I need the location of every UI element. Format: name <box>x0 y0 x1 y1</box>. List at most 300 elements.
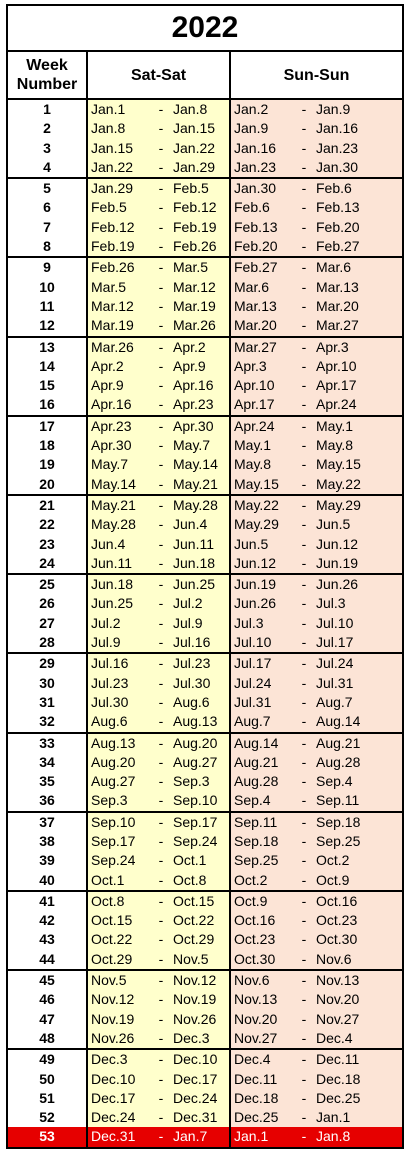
sun-sun-range-end: Oct.30 <box>316 931 358 948</box>
range-dash: - <box>301 614 307 631</box>
sat-sat-range-end: Jul.30 <box>173 674 211 691</box>
sat-sat-range-end: Feb.26 <box>173 238 217 255</box>
week-number-cell: 19 <box>8 455 88 474</box>
sun-sun-range-start: Jan.1 <box>234 1128 269 1145</box>
range-dash: - <box>301 1109 307 1126</box>
range-dash: - <box>301 753 307 770</box>
sat-sat-range-start: Jan.15 <box>91 139 134 156</box>
week-number-cell: 28 <box>8 633 88 652</box>
week-number-cell: 5 <box>8 179 88 198</box>
sat-sat-range-end: Jun.18 <box>173 554 216 571</box>
sat-sat-range-end: Dec.24 <box>173 1089 218 1106</box>
week-number-cell: 14 <box>8 357 88 376</box>
table-row <box>8 198 402 217</box>
sat-sat-range-cell <box>88 278 231 297</box>
sat-sat-range-end: May.28 <box>173 496 218 513</box>
sun-sun-range-cell <box>231 237 402 256</box>
sat-sat-range-cell <box>88 475 231 494</box>
week-number-cell: 30 <box>8 674 88 693</box>
range-dash: - <box>301 180 307 197</box>
week-number-cell: 3 <box>8 139 88 158</box>
range-dash: - <box>301 120 307 137</box>
sat-sat-range-start: Dec.17 <box>91 1089 136 1106</box>
sun-sun-range-start: Jan.9 <box>234 120 269 137</box>
range-dash: - <box>301 218 307 235</box>
table-row <box>8 496 402 515</box>
week-number-cell: 15 <box>8 376 88 395</box>
sat-sat-range-cell <box>88 515 231 534</box>
table-row <box>8 436 402 455</box>
sun-sun-range-end: Jan.1 <box>316 1109 351 1126</box>
sat-sat-range-cell <box>88 851 231 870</box>
week-number-cell: 53 <box>8 1127 88 1146</box>
table-row <box>8 258 402 277</box>
sun-sun-range-cell <box>231 950 402 969</box>
range-dash: - <box>301 396 307 413</box>
range-dash: - <box>158 991 164 1008</box>
table-row <box>8 971 402 990</box>
week-number-cell: 12 <box>8 316 88 335</box>
table-row <box>8 1070 402 1089</box>
sat-sat-range-start: Jun.11 <box>91 554 132 571</box>
range-dash: - <box>158 1109 164 1126</box>
sat-sat-range-cell <box>88 930 231 949</box>
table-row <box>8 297 402 316</box>
sun-sun-range-start: Nov.6 <box>234 972 270 989</box>
sat-sat-range-start: May.21 <box>91 496 136 513</box>
sun-sun-range-start: Feb.27 <box>234 259 278 276</box>
sun-sun-range-end: Apr.24 <box>316 396 357 413</box>
week-number-cell: 22 <box>8 515 88 534</box>
week-number-cell: 34 <box>8 753 88 772</box>
sun-sun-range-cell <box>231 475 402 494</box>
range-dash: - <box>158 614 164 631</box>
range-dash: - <box>301 554 307 571</box>
range-dash: - <box>158 912 164 929</box>
sat-sat-range-end: Aug.6 <box>173 693 210 710</box>
week-number-cell: 52 <box>8 1108 88 1127</box>
range-dash: - <box>301 535 307 552</box>
sun-sun-range-cell <box>231 297 402 316</box>
range-dash: - <box>158 554 164 571</box>
table-row <box>8 316 402 337</box>
sun-sun-range-start: Jul.10 <box>234 634 272 651</box>
week-number-cell: 13 <box>8 338 88 357</box>
sun-sun-range-start: Dec.4 <box>234 1051 271 1068</box>
table-row <box>8 455 402 474</box>
sun-sun-range-end: Jun.5 <box>316 516 351 533</box>
sat-sat-range-end: Jan.29 <box>173 158 216 175</box>
sun-sun-range-end: May.8 <box>316 437 354 454</box>
table-row <box>8 654 402 673</box>
range-dash: - <box>158 1128 164 1145</box>
sat-sat-range-start: Dec.24 <box>91 1109 136 1126</box>
sun-sun-range-start: Mar.20 <box>234 317 277 334</box>
range-dash: - <box>158 456 164 473</box>
sat-sat-range-end: Apr.9 <box>173 357 206 374</box>
range-dash: - <box>301 871 307 888</box>
sun-sun-range-start: Dec.25 <box>234 1109 279 1126</box>
sat-sat-range-end: Feb.12 <box>173 199 217 216</box>
sat-sat-range-cell <box>88 772 231 791</box>
sat-sat-range-start: Nov.12 <box>91 991 135 1008</box>
range-dash: - <box>158 1051 164 1068</box>
range-dash: - <box>158 634 164 651</box>
sun-sun-range-end: Feb.6 <box>316 180 352 197</box>
range-dash: - <box>158 832 164 849</box>
sun-sun-range-start: Mar.13 <box>234 297 277 314</box>
table-row <box>8 892 402 911</box>
sun-sun-range-cell <box>231 357 402 376</box>
table-row <box>8 1050 402 1069</box>
sun-sun-range-start: Aug.7 <box>234 713 271 730</box>
table-row <box>8 911 402 930</box>
sun-sun-range-start: Oct.30 <box>234 950 276 967</box>
table-row <box>8 417 402 436</box>
sun-sun-range-end: Jan.9 <box>316 101 351 117</box>
sun-sun-range-end: Jul.24 <box>316 655 354 672</box>
range-dash: - <box>301 238 307 255</box>
week-number-cell: 32 <box>8 712 88 731</box>
sun-sun-range-start: Oct.9 <box>234 892 268 909</box>
sun-sun-range-cell <box>231 892 402 911</box>
sat-sat-range-end: Nov.26 <box>173 1010 217 1027</box>
sun-sun-range-end: May.29 <box>316 496 361 513</box>
range-dash: - <box>158 595 164 612</box>
week-number-cell: 48 <box>8 1029 88 1048</box>
table-row <box>8 1108 402 1127</box>
sat-sat-range-end: Jun.25 <box>173 576 216 593</box>
sun-sun-range-end: Aug.14 <box>316 713 361 730</box>
range-dash: - <box>158 101 164 117</box>
sat-sat-range-cell <box>88 813 231 832</box>
sat-sat-range-end: Oct.1 <box>173 852 207 869</box>
sat-sat-range-end: Dec.31 <box>173 1109 218 1126</box>
sat-sat-range-start: Feb.5 <box>91 199 127 216</box>
sat-sat-range-start: Jan.22 <box>91 158 134 175</box>
sun-sun-range-start: May.15 <box>234 475 279 492</box>
sun-sun-range-start: Oct.16 <box>234 912 276 929</box>
sun-sun-range-cell <box>231 674 402 693</box>
table-body <box>8 100 402 1147</box>
sat-sat-range-end: Sep.10 <box>173 792 218 809</box>
sun-sun-range-end: Jul.17 <box>316 634 354 651</box>
sat-sat-range-end: Jan.8 <box>173 101 208 117</box>
sat-sat-range-end: Jul.9 <box>173 614 203 631</box>
week-number-cell: 27 <box>8 614 88 633</box>
sat-sat-range-end: Aug.13 <box>173 713 218 730</box>
table-row <box>8 594 402 613</box>
range-dash: - <box>301 496 307 513</box>
table-row <box>8 871 402 892</box>
table-row <box>8 395 402 416</box>
sat-sat-range-start: Apr.9 <box>91 377 124 394</box>
sat-sat-range-end: May.21 <box>173 475 218 492</box>
sat-sat-range-end: Feb.19 <box>173 218 217 235</box>
sat-sat-range-start: Jan.1 <box>91 101 126 117</box>
sat-sat-range-cell <box>88 237 231 256</box>
table-row <box>8 753 402 772</box>
sun-sun-range-start: Oct.23 <box>234 931 276 948</box>
week-number-cell: 45 <box>8 971 88 990</box>
week-number-cell: 38 <box>8 832 88 851</box>
range-dash: - <box>158 1089 164 1106</box>
sun-sun-range-cell <box>231 654 402 673</box>
sun-sun-range-start: Apr.17 <box>234 396 275 413</box>
sat-sat-range-cell <box>88 139 231 158</box>
sun-sun-range-start: Sep.18 <box>234 832 279 849</box>
range-dash: - <box>158 734 164 751</box>
sat-sat-range-cell <box>88 654 231 673</box>
sun-sun-range-cell <box>231 851 402 870</box>
sun-sun-range-end: Feb.27 <box>316 238 360 255</box>
week-number-cell: 47 <box>8 1010 88 1029</box>
range-dash: - <box>301 655 307 672</box>
sun-sun-range-start: May.22 <box>234 496 279 513</box>
week-number-cell: 7 <box>8 218 88 237</box>
sat-sat-range-end: Apr.23 <box>173 396 214 413</box>
sat-sat-range-cell <box>88 258 231 277</box>
range-dash: - <box>301 278 307 295</box>
sat-sat-range-end: Feb.5 <box>173 180 209 197</box>
table-row <box>8 338 402 357</box>
sat-sat-range-cell <box>88 535 231 554</box>
sat-sat-range-start: Jun.18 <box>91 576 134 593</box>
sat-sat-range-start: Jan.29 <box>91 180 134 197</box>
range-dash: - <box>301 139 307 156</box>
sat-sat-range-start: May.14 <box>91 475 136 492</box>
sun-sun-range-end: Jan.16 <box>316 120 359 137</box>
range-dash: - <box>301 317 307 334</box>
sat-sat-range-start: Feb.26 <box>91 259 135 276</box>
sun-sun-range-start: Jan.23 <box>234 158 277 175</box>
range-dash: - <box>158 693 164 710</box>
sat-sat-range-cell <box>88 594 231 613</box>
table-row <box>8 554 402 575</box>
sat-sat-range-cell <box>88 376 231 395</box>
sat-sat-range-end: Apr.2 <box>173 338 206 355</box>
sat-sat-range-start: Aug.27 <box>91 773 136 790</box>
sun-sun-range-start: Jan.2 <box>234 101 269 117</box>
sun-sun-range-end: Nov.13 <box>316 972 360 989</box>
sun-sun-range-cell <box>231 436 402 455</box>
range-dash: - <box>301 595 307 612</box>
sat-sat-range-cell <box>88 950 231 969</box>
sun-sun-range-end: Jan.30 <box>316 158 359 175</box>
sat-sat-range-end: Dec.3 <box>173 1029 210 1046</box>
range-dash: - <box>158 1070 164 1087</box>
sat-sat-range-cell <box>88 575 231 594</box>
sat-sat-range-cell <box>88 198 231 217</box>
range-dash: - <box>158 931 164 948</box>
sat-sat-range-end: Jan.22 <box>173 139 216 156</box>
table-row <box>8 278 402 297</box>
week-number-cell: 46 <box>8 990 88 1009</box>
range-dash: - <box>158 813 164 830</box>
sat-sat-range-start: Sep.24 <box>91 852 136 869</box>
sun-sun-range-cell <box>231 832 402 851</box>
table-row <box>8 734 402 753</box>
sat-sat-range-cell <box>88 892 231 911</box>
sun-sun-range-cell <box>231 119 402 138</box>
sun-sun-range-cell <box>231 376 402 395</box>
range-dash: - <box>301 713 307 730</box>
sun-sun-range-start: Apr.10 <box>234 377 275 394</box>
sun-sun-range-start: Apr.3 <box>234 357 267 374</box>
sun-sun-range-start: Aug.14 <box>234 734 279 751</box>
table-row <box>8 832 402 851</box>
range-dash: - <box>158 475 164 492</box>
sat-sat-range-end: Jul.16 <box>173 634 211 651</box>
sun-sun-range-end: Oct.9 <box>316 871 350 888</box>
sat-sat-range-cell <box>88 1029 231 1048</box>
sun-sun-range-start: Jan.16 <box>234 139 277 156</box>
sat-sat-range-cell <box>88 1089 231 1108</box>
range-dash: - <box>158 972 164 989</box>
sat-sat-range-start: Nov.26 <box>91 1029 135 1046</box>
sat-sat-range-cell <box>88 1070 231 1089</box>
sun-sun-range-end: Dec.25 <box>316 1089 361 1106</box>
sat-sat-range-end: Jul.2 <box>173 595 203 612</box>
table-row <box>8 693 402 712</box>
sat-sat-range-end: Dec.10 <box>173 1051 218 1068</box>
sun-sun-range-cell <box>231 158 402 177</box>
range-dash: - <box>158 773 164 790</box>
range-dash: - <box>301 1029 307 1046</box>
sun-sun-range-start: Sep.25 <box>234 852 279 869</box>
sun-sun-range-end: Dec.4 <box>316 1029 353 1046</box>
range-dash: - <box>301 1010 307 1027</box>
range-dash: - <box>301 377 307 394</box>
sun-sun-range-cell <box>231 772 402 791</box>
sat-sat-range-cell <box>88 990 231 1009</box>
sun-sun-range-end: Jun.12 <box>316 535 359 552</box>
table-row <box>8 990 402 1009</box>
sun-sun-range-cell <box>231 575 402 594</box>
week-calendar-table <box>6 4 404 1149</box>
sat-sat-range-end: Sep.3 <box>173 773 210 790</box>
sun-sun-range-cell <box>231 990 402 1009</box>
sun-sun-range-cell <box>231 515 402 534</box>
range-dash: - <box>301 101 307 117</box>
sat-sat-range-cell <box>88 1050 231 1069</box>
week-number-cell: 8 <box>8 237 88 256</box>
range-dash: - <box>301 773 307 790</box>
sun-sun-range-cell <box>231 198 402 217</box>
sun-sun-range-cell <box>231 594 402 613</box>
range-dash: - <box>158 753 164 770</box>
sun-sun-range-end: Mar.6 <box>316 259 352 276</box>
sun-sun-range-cell <box>231 734 402 753</box>
sun-sun-range-end: Apr.17 <box>316 377 357 394</box>
sat-sat-range-end: Nov.12 <box>173 972 217 989</box>
table-row <box>8 614 402 633</box>
range-dash: - <box>158 576 164 593</box>
table-row <box>8 119 402 138</box>
sun-sun-range-end: Dec.11 <box>316 1051 360 1068</box>
week-number-cell: 26 <box>8 594 88 613</box>
table-row <box>8 1029 402 1050</box>
sun-sun-range-cell <box>231 417 402 436</box>
week-number-cell: 39 <box>8 851 88 870</box>
sat-sat-range-start: Mar.19 <box>91 317 134 334</box>
sun-sun-range-end: Aug.7 <box>316 693 353 710</box>
sun-sun-range-end: Feb.20 <box>316 218 360 235</box>
range-dash: - <box>158 139 164 156</box>
range-dash: - <box>158 218 164 235</box>
range-dash: - <box>158 238 164 255</box>
range-dash: - <box>158 158 164 175</box>
sun-sun-range-end: Nov.27 <box>316 1010 360 1027</box>
range-dash: - <box>301 1089 307 1106</box>
sun-sun-range-cell <box>231 179 402 198</box>
sun-sun-range-cell <box>231 278 402 297</box>
range-dash: - <box>301 912 307 929</box>
sat-sat-range-cell <box>88 971 231 990</box>
sun-sun-range-end: Jun.19 <box>316 554 359 571</box>
sat-sat-range-end: Sep.17 <box>173 813 218 830</box>
sat-sat-range-cell <box>88 712 231 731</box>
sun-sun-range-cell <box>231 712 402 731</box>
sat-sat-range-cell <box>88 693 231 712</box>
sat-sat-range-start: Jan.8 <box>91 120 126 137</box>
sun-sun-range-start: May.8 <box>234 456 272 473</box>
sat-sat-range-cell <box>88 179 231 198</box>
sun-sun-range-start: Feb.13 <box>234 218 278 235</box>
sun-sun-range-cell <box>231 753 402 772</box>
sun-sun-range-end: Mar.27 <box>316 317 359 334</box>
sat-sat-range-start: Dec.31 <box>91 1128 136 1145</box>
sun-sun-range-start: Jun.12 <box>234 554 277 571</box>
sun-sun-range-end: Sep.18 <box>316 813 361 830</box>
sun-sun-range-cell <box>231 1029 402 1048</box>
sun-sun-range-start: Jul.17 <box>234 655 272 672</box>
sat-sat-range-cell <box>88 455 231 474</box>
week-number-cell: 23 <box>8 535 88 554</box>
week-number-cell: 33 <box>8 734 88 753</box>
sat-sat-range-cell <box>88 119 231 138</box>
week-number-cell: 24 <box>8 554 88 573</box>
table-header <box>8 52 402 100</box>
sat-sat-range-cell <box>88 832 231 851</box>
table-row <box>8 791 402 812</box>
sat-sat-range-start: Feb.12 <box>91 218 135 235</box>
range-dash: - <box>158 199 164 216</box>
sun-sun-range-end: Mar.13 <box>316 278 359 295</box>
week-number-cell: 31 <box>8 693 88 712</box>
sun-sun-range-cell <box>231 258 402 277</box>
table-row <box>8 772 402 791</box>
range-dash: - <box>158 317 164 334</box>
table-row <box>8 158 402 179</box>
sat-sat-range-start: Jun.25 <box>91 595 134 612</box>
week-number-cell: 42 <box>8 911 88 930</box>
range-dash: - <box>158 516 164 533</box>
range-dash: - <box>301 259 307 276</box>
sun-sun-range-end: Oct.2 <box>316 852 350 869</box>
table-row <box>8 179 402 198</box>
range-dash: - <box>301 199 307 216</box>
sun-sun-range-cell <box>231 1010 402 1029</box>
range-dash: - <box>301 1051 307 1068</box>
range-dash: - <box>158 357 164 374</box>
sun-sun-range-start: Jul.31 <box>234 693 272 710</box>
sat-sat-range-end: Dec.17 <box>173 1070 218 1087</box>
sun-sun-range-cell <box>231 930 402 949</box>
sun-sun-range-start: Aug.21 <box>234 753 279 770</box>
sat-sat-range-end: Aug.27 <box>173 753 218 770</box>
header-sun-sun: Sun-Sun <box>283 66 350 84</box>
